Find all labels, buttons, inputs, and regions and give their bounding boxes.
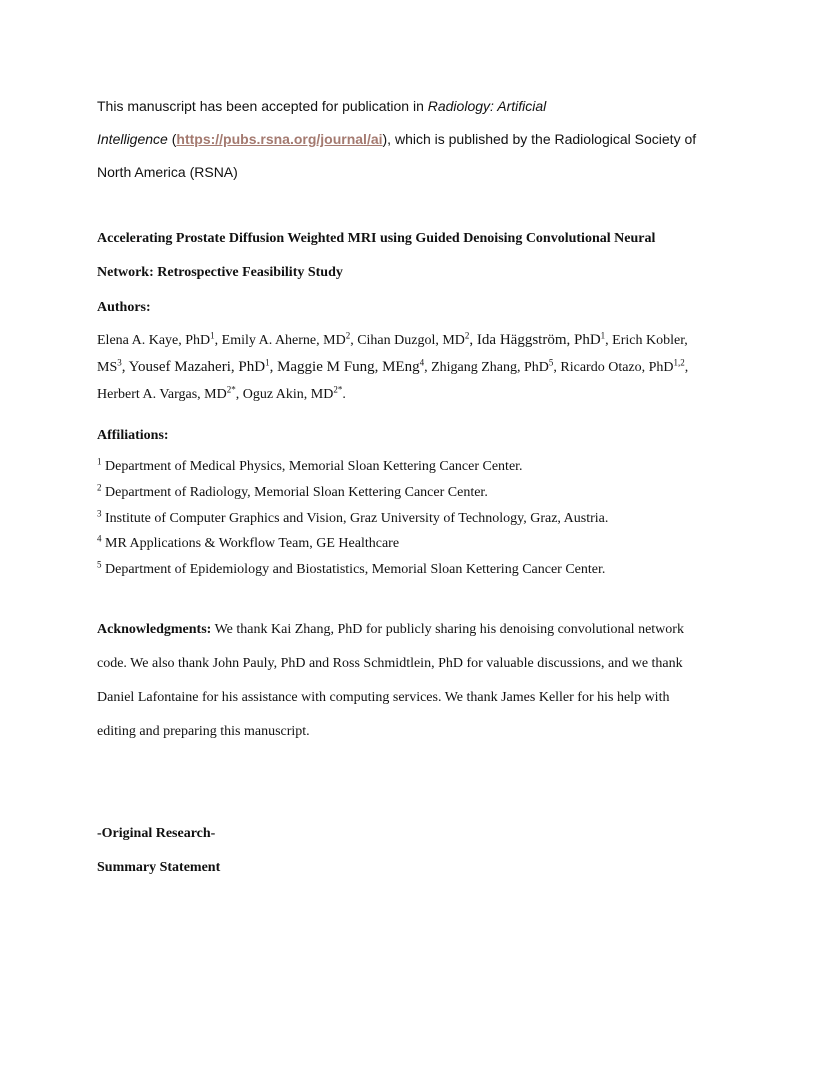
affiliation-text: Institute of Computer Graphics and Vision, Graz University of Technology, Graz, Austria. — [101, 511, 609, 526]
acknowledgments-text: We thank Kai Zhang, PhD for publicly sharing his denoising convolutional network — [211, 622, 684, 637]
notice-line-2 — [97, 130, 696, 148]
notice-paren-open: ( — [167, 131, 177, 147]
affiliation-text: Department of Radiology, Memorial Sloan Kettering Cancer Center. — [101, 485, 488, 500]
affiliation-number: 4 — [97, 533, 102, 544]
author: , Zhigang Zhang, PhD — [424, 360, 549, 375]
notice-prefix: This manuscript has been accepted for publication in — [97, 98, 428, 114]
author-affiliation-number: 1 — [210, 330, 215, 341]
journal-name-part-2: Intelligence — [97, 131, 168, 147]
author: MS — [97, 360, 118, 375]
author-separator: , — [684, 360, 689, 375]
author: , Maggie M Fung, MEng — [269, 359, 420, 375]
journal-name-part-1: Radiology: Artificial — [427, 98, 547, 114]
author-affiliation-number: 2* — [333, 384, 343, 395]
acknowledgments-heading: Acknowledgments: — [97, 622, 212, 637]
affiliation-item — [97, 458, 523, 476]
acknowledgments-line-1 — [97, 621, 684, 639]
author-affiliation-number: 2 — [464, 330, 470, 341]
affiliation-item — [97, 535, 399, 553]
summary-statement-heading: Summary Statement — [97, 860, 221, 875]
authors-heading: Authors: — [97, 300, 151, 315]
affiliation-item — [97, 510, 608, 528]
affiliation-item — [97, 561, 605, 579]
journal-link[interactable]: https://pubs.rsna.org/journal/ai — [176, 131, 383, 147]
author-affiliation-number: 1 — [265, 357, 270, 368]
authors-line-3 — [97, 386, 346, 404]
affiliation-number: 2 — [97, 482, 102, 493]
notice-line-1 — [97, 97, 546, 115]
author: , Cihan Duzgol, MD — [350, 333, 465, 348]
article-type-label: -Original Research- — [97, 826, 216, 841]
affiliations-heading: Affiliations: — [97, 428, 169, 443]
acknowledgments-line-4: editing and preparing this manuscript. — [97, 724, 310, 739]
acknowledgments-line-3: Daniel Lafontaine for his assistance with computing services. We thank James Keller for his help with — [97, 690, 670, 705]
affiliation-number: 5 — [97, 559, 102, 570]
author-terminator: . — [342, 387, 346, 402]
affiliation-number: 3 — [97, 508, 102, 519]
author: , Ida Häggström, PhD — [469, 332, 601, 348]
author-affiliation-number: 3 — [117, 357, 122, 368]
affiliation-text: Department of Epidemiology and Biostatistics, Memorial Sloan Kettering Cancer Center. — [101, 562, 606, 577]
author-affiliation-number: 4 — [419, 357, 425, 368]
author: , Emily A. Aherne, MD — [214, 333, 346, 348]
affiliation-text: Department of Medical Physics, Memorial Sloan Kettering Cancer Center. — [101, 459, 523, 474]
author-affiliation-number: 1,2 — [673, 357, 685, 368]
affiliation-number: 1 — [97, 456, 102, 467]
author: Elena A. Kaye, PhD — [97, 333, 211, 348]
author-affiliation-number: 2* — [226, 384, 236, 395]
affiliation-item — [97, 484, 488, 502]
authors-line-2 — [97, 358, 688, 377]
author: Herbert A. Vargas, MD — [97, 387, 227, 402]
paper-title-line-1: Accelerating Prostate Diffusion Weighted MRI using Guided Denoising Convolutional Neural — [97, 231, 656, 246]
author-affiliation-number: 2 — [345, 330, 351, 341]
paper-title-line-2: Network: Retrospective Feasibility Study — [97, 265, 343, 280]
author-affiliation-number: 5 — [548, 357, 554, 368]
notice-line-3: North America (RSNA) — [97, 164, 238, 180]
author: , Oguz Akin, MD — [235, 387, 334, 402]
authors-line-1 — [97, 331, 688, 350]
acknowledgments-line-2: code. We also thank John Pauly, PhD and Ross Schmidtlein, PhD for valuable discussions, and we thank — [97, 656, 683, 671]
author-affiliation-number: 1 — [600, 330, 606, 341]
affiliation-text: MR Applications & Workflow Team, GE Healthcare — [101, 536, 400, 551]
author: , Erich Kobler, — [605, 333, 688, 348]
notice-suffix: ), which is published by the Radiological Society of — [382, 131, 697, 147]
author: , Yousef Mazaheri, PhD — [121, 359, 266, 375]
author: , Ricardo Otazo, PhD — [553, 360, 674, 375]
